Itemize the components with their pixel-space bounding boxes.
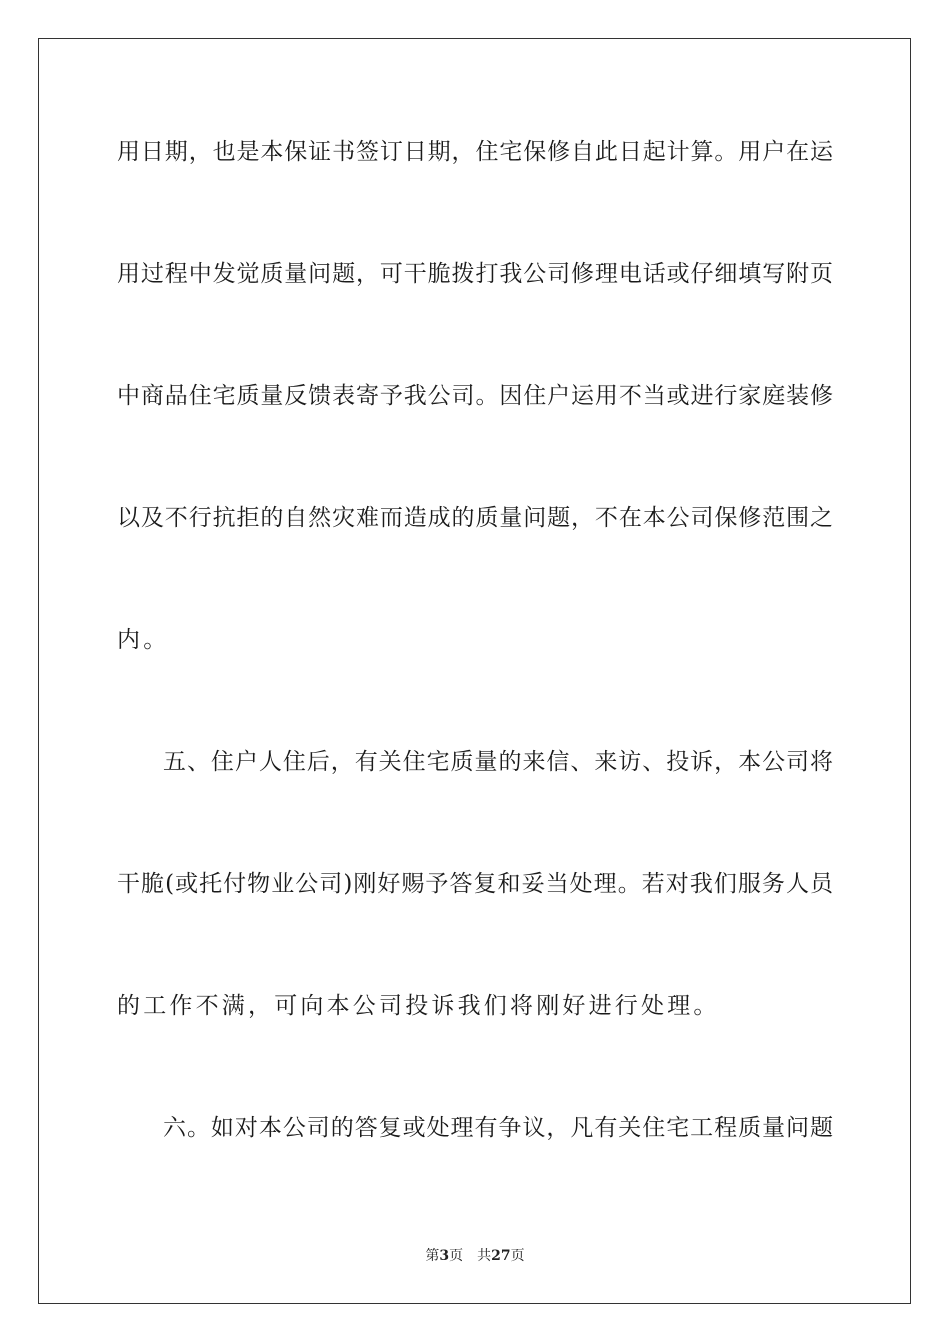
body-text-line: 用日期，也是本保证书签订日期，住宅保修自此日起计算。用户在运: [117, 139, 833, 165]
total-label-suffix: 页: [510, 1248, 525, 1264]
total-label-prefix: 共: [477, 1248, 492, 1264]
paragraph-six-start: 六。如对本公司的答复或处理有争议，凡有关住宅工程质量问题: [163, 1115, 833, 1141]
paragraph-five-start: 五、住户人住后，有关住宅质量的来信、来访、投诉，本公司将: [163, 749, 833, 775]
total-pages-number: 27: [491, 1248, 511, 1264]
body-text-line: 中商品住宅质量反馈表寄予我公司。因住户运用不当或进行家庭装修: [117, 383, 833, 409]
page-footer: [0, 1247, 950, 1265]
page-label-suffix: 页: [449, 1248, 464, 1264]
page-label-prefix: 第: [425, 1248, 440, 1264]
body-text-line: 内。: [117, 627, 170, 653]
body-text-line: 的工作不满，可向本公司投诉我们将刚好进行处理。: [117, 993, 720, 1019]
body-text-line: 用过程中发觉质量问题，可干脆拨打我公司修理电话或仔细填写附页: [117, 261, 833, 287]
current-page-number: 3: [439, 1248, 450, 1264]
body-text-line: 干脆(或托付物业公司)刚好赐予答复和妥当处理。若对我们服务人员: [117, 871, 833, 897]
body-text-line: 以及不行抗拒的自然灾难而造成的质量问题，不在本公司保修范围之: [117, 505, 833, 531]
